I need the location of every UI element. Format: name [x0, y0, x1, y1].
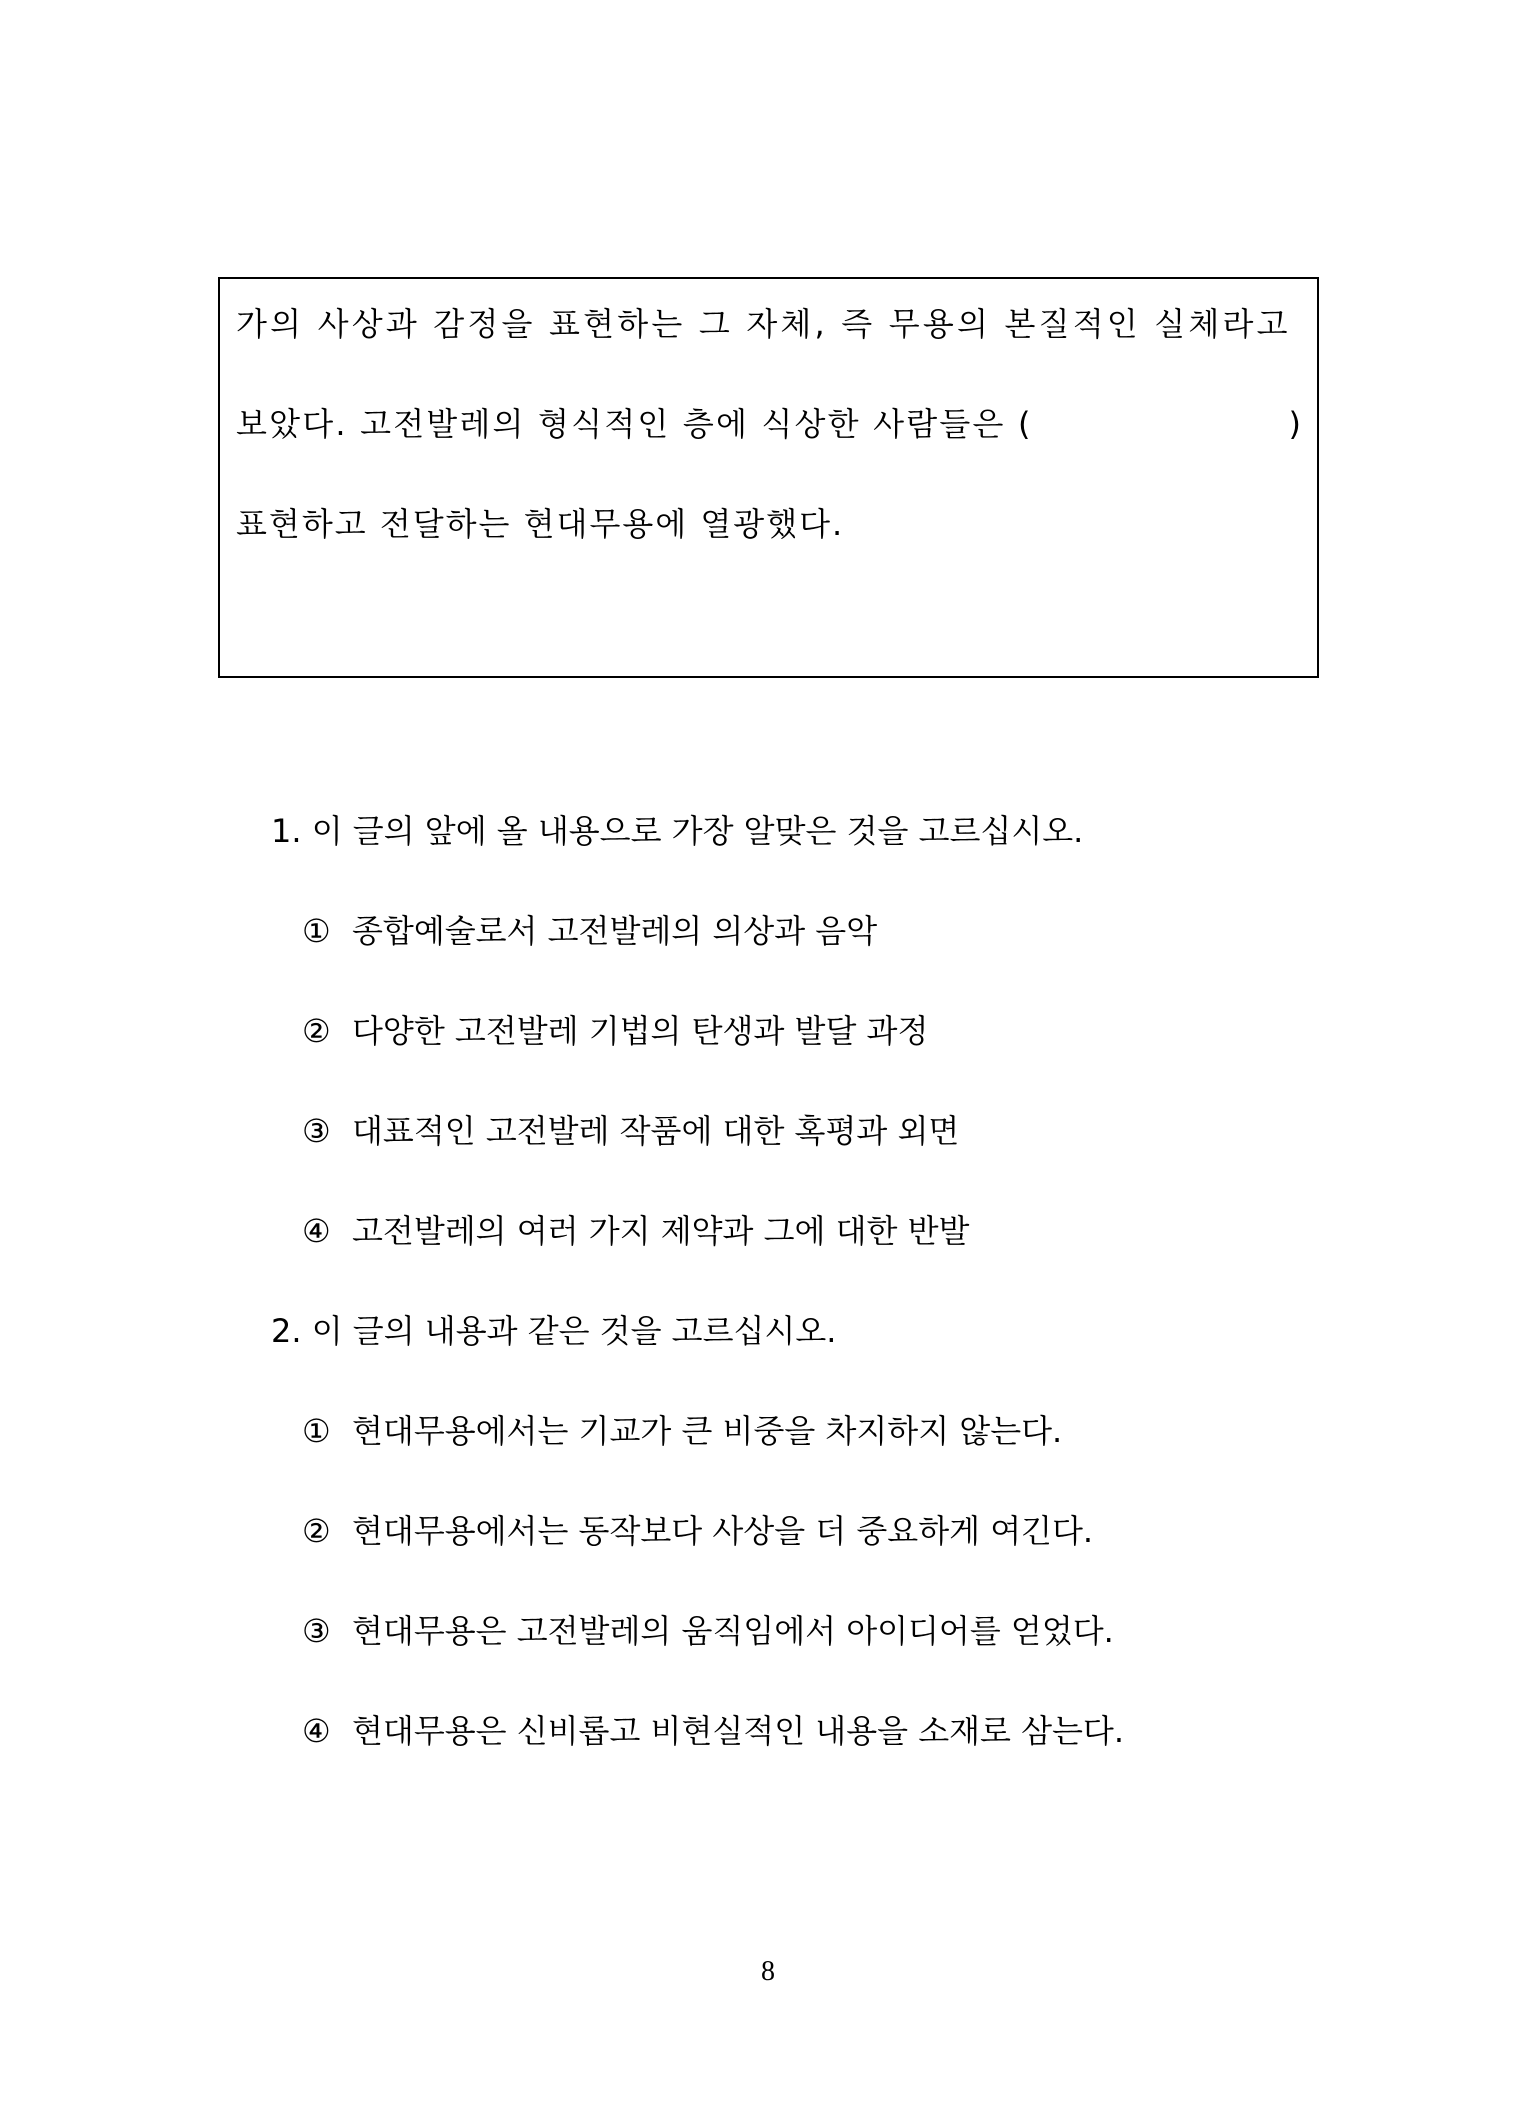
question-1-option-3[interactable]: [302, 1111, 959, 1151]
question-2-option-2[interactable]: [302, 1511, 1093, 1551]
option-text: 현대무용은 신비롭고 비현실적인 내용을 소재로 삼는다.: [352, 1712, 1125, 1750]
passage-line-1: [236, 304, 1301, 344]
passage-line-3: [236, 504, 1301, 544]
option-number: ②: [302, 1512, 331, 1550]
option-text: 현대무용에서는 기교가 큰 비중을 차지하지 않는다.: [352, 1412, 1063, 1450]
passage-line-2: [236, 404, 1301, 444]
question-1-option-1[interactable]: [302, 911, 877, 951]
option-text: 종합예술로서 고전발레의 의상과 음악: [352, 912, 878, 950]
question-2-option-4[interactable]: [302, 1711, 1124, 1751]
option-text: 현대무용은 고전발레의 움직임에서 아이디어를 얻었다.: [352, 1612, 1114, 1650]
option-number: ④: [302, 1712, 331, 1750]
option-number: ②: [302, 1012, 331, 1050]
option-number: ③: [302, 1612, 331, 1650]
option-number: ①: [302, 912, 331, 950]
question-1-option-2[interactable]: [302, 1011, 928, 1051]
question-1-option-4[interactable]: [302, 1211, 969, 1251]
question-2-option-3[interactable]: [302, 1611, 1114, 1651]
blank-close-paren: ): [1288, 405, 1301, 443]
option-text: 다양한 고전발레 기법의 탄생과 발달 과정: [352, 1012, 929, 1050]
question-2-option-1[interactable]: [302, 1411, 1062, 1451]
page-number: 8: [761, 1956, 775, 1987]
option-number: ④: [302, 1212, 331, 1250]
passage-line-1-text: 가의 사상과 감정을 표현하는 그 자체, 즉 무용의 본질적인 실체라고: [236, 305, 1291, 343]
option-number: ①: [302, 1412, 331, 1450]
question-2-stem: 2. 이 글의 내용과 같은 것을 고르십시오.: [271, 1312, 837, 1350]
option-text: 대표적인 고전발레 작품에 대한 혹평과 외면: [352, 1112, 960, 1150]
option-text: 현대무용에서는 동작보다 사상을 더 중요하게 여긴다.: [352, 1512, 1094, 1550]
passage-box: [218, 277, 1319, 678]
question-1-stem: 1. 이 글의 앞에 올 내용으로 가장 알맞은 것을 고르십시오.: [271, 812, 1084, 850]
passage-line-3-text: 표현하고 전달하는 현대무용에 열광했다.: [236, 505, 845, 543]
passage-line-2-text: 보았다. 고전발레의 형식적인 층에 식상한 사람들은 (: [236, 405, 1033, 443]
option-text: 고전발레의 여러 가지 제약과 그에 대한 반발: [352, 1212, 970, 1250]
option-number: ③: [302, 1112, 331, 1150]
